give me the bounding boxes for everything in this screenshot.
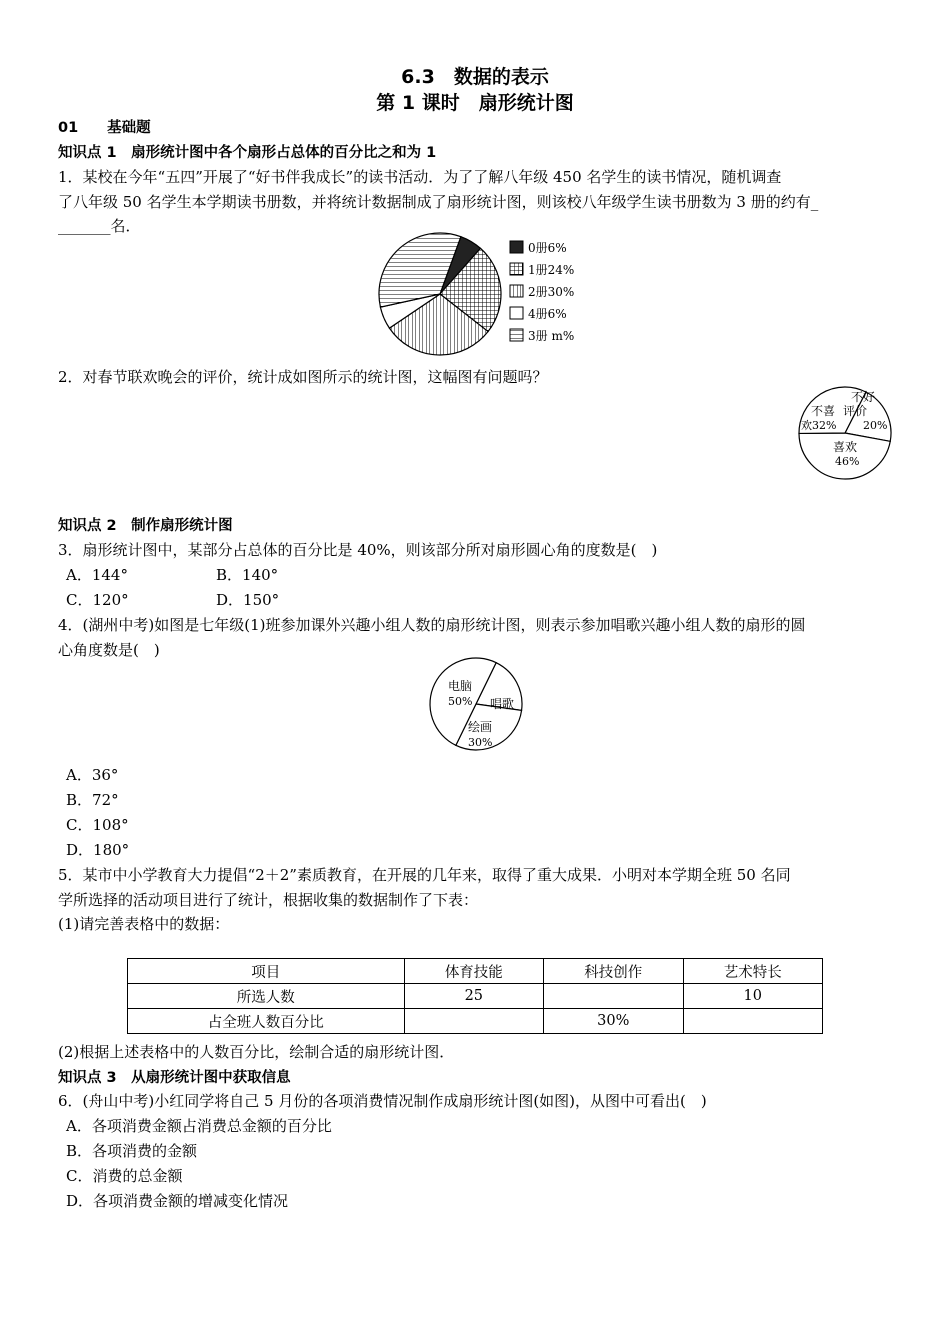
- table-cell: [404, 1009, 543, 1034]
- q5-line1: 5．某市中小学教育大力提倡“2＋2”素质教育，在开展的几年来，取得了重大成果．小明对本学期全班 50 名同: [58, 866, 791, 884]
- q4-label-hhp: 30%: [468, 736, 493, 749]
- legend-label: 2册30%: [528, 285, 575, 299]
- table-cell: [683, 1009, 822, 1034]
- q5-table: [127, 958, 823, 1034]
- knowledge-point-2: 知识点 2 制作扇形统计图: [58, 518, 233, 534]
- q4-line1: 4．(湖州中考)如图是七年级(1)班参加课外兴趣小组人数的扇形统计图，则表示参加唱歌兴趣小组人数的扇形的圆: [58, 616, 806, 634]
- table-cell: [544, 984, 683, 1009]
- q4-option-b: B．72°: [66, 791, 119, 809]
- table-cell: 占全班人数百分比: [128, 1009, 405, 1034]
- q4-label-cg: 唱歌: [490, 697, 515, 711]
- q4-label-dn: 电脑: [448, 679, 473, 693]
- q4-option-d: D．180°: [66, 841, 130, 859]
- page-subtitle: 第 1 课时 扇形统计图: [376, 92, 574, 114]
- q2-label-buhao3: 20%: [863, 419, 888, 432]
- q1-line2: 了八年级 50 名学生本学期读书册数，并将统计数据制成了扇形统计图，则该校八年级学生读书册数为 3 册的约有_: [58, 193, 819, 211]
- q2-label-buhao1: 不好: [851, 390, 876, 404]
- q1-line3: _______名．: [58, 217, 141, 235]
- table-cell: 科技创作: [544, 959, 683, 984]
- q1-pie-chart: [370, 230, 590, 360]
- q4-option-a: A．36°: [66, 766, 119, 784]
- table-cell: 体育技能: [404, 959, 543, 984]
- q2-label-buxi1: 不喜: [811, 404, 836, 418]
- q6-option-d: D．各项消费金额的增减变化情况: [66, 1192, 289, 1210]
- table-cell: 项目: [128, 959, 405, 984]
- table-header-row: [128, 959, 823, 984]
- q3-option-d: D．150°: [216, 591, 280, 609]
- q2-label-xi2: 46%: [835, 455, 860, 468]
- q4-label-hh: 绘画: [468, 720, 493, 734]
- q3-option-c: C．120°: [66, 591, 129, 609]
- legend-swatch: [510, 263, 523, 275]
- table-cell: 艺术特长: [683, 959, 822, 984]
- q2-label-xi1: 喜欢: [833, 440, 858, 454]
- legend-swatch: [510, 307, 523, 319]
- q1-line1: 1．某校在今年“五四”开展了“好书伴我成长”的读书活动．为了了解八年级 450 名学生的读书情况，随机调查: [58, 168, 782, 186]
- q6-option-a: A．各项消费金额占消费总金额的百分比: [66, 1117, 332, 1135]
- legend-swatch: [510, 329, 523, 341]
- q2-label-buxi2: 欢32%: [801, 419, 837, 432]
- knowledge-point-3: 知识点 3 从扇形统计图中获取信息: [58, 1070, 291, 1086]
- q5-sub2: (2)根据上述表格中的人数百分比，绘制合适的扇形统计图．: [58, 1043, 455, 1061]
- legend-label: 4册6%: [528, 307, 567, 321]
- q4-label-dnp: 50%: [448, 695, 473, 708]
- legend-label: 0册6%: [528, 241, 567, 255]
- q3-option-b: B．140°: [216, 566, 279, 584]
- section-label: 01 基础题: [58, 120, 151, 136]
- q2-pie-chart: [795, 383, 895, 483]
- table-cell: 10: [683, 984, 822, 1009]
- table-cell: 30%: [544, 1009, 683, 1034]
- legend-label: 3册 m%: [528, 329, 575, 343]
- page-title: 6.3 数据的表示: [401, 66, 549, 88]
- q4-option-c: C．108°: [66, 816, 129, 834]
- q2-text: 2．对春节联欢晚会的评价，统计成如图所示的统计图，这幅图有问题吗？: [58, 368, 548, 386]
- legend-swatch: [510, 241, 523, 253]
- q2-label-buhao2: 评价: [843, 404, 868, 418]
- q6-option-b: B．各项消费的金额: [66, 1142, 198, 1160]
- q3-option-a: A．144°: [66, 566, 128, 584]
- q5-sub1: (1)请完善表格中的数据：: [58, 915, 230, 933]
- table-cell: 所选人数: [128, 984, 405, 1009]
- q4-line2: 心角度数是( ): [58, 641, 160, 659]
- q6-text: 6．(舟山中考)小红同学将自己 5 月份的各项消费情况制作成扇形统计图(如图)，从图中可看出( ): [58, 1092, 707, 1110]
- table-cell: 25: [404, 984, 543, 1009]
- legend-label: 1册24%: [528, 263, 575, 277]
- q3-text: 3．扇形统计图中，某部分占总体的百分比是 40%，则该部分所对扇形圆心角的度数是( ): [58, 541, 658, 559]
- knowledge-point-1: 知识点 1 扇形统计图中各个扇形占总体的百分比之和为 1: [58, 145, 437, 161]
- q6-option-c: C．消费的总金额: [66, 1167, 183, 1185]
- q5-line2: 学所选择的活动项目进行了统计，根据收集的数据制作了下表：: [58, 891, 479, 909]
- legend-swatch: [510, 285, 523, 297]
- q4-pie-chart: [424, 656, 528, 756]
- table-row: [128, 984, 823, 1009]
- table-row: [128, 1009, 823, 1034]
